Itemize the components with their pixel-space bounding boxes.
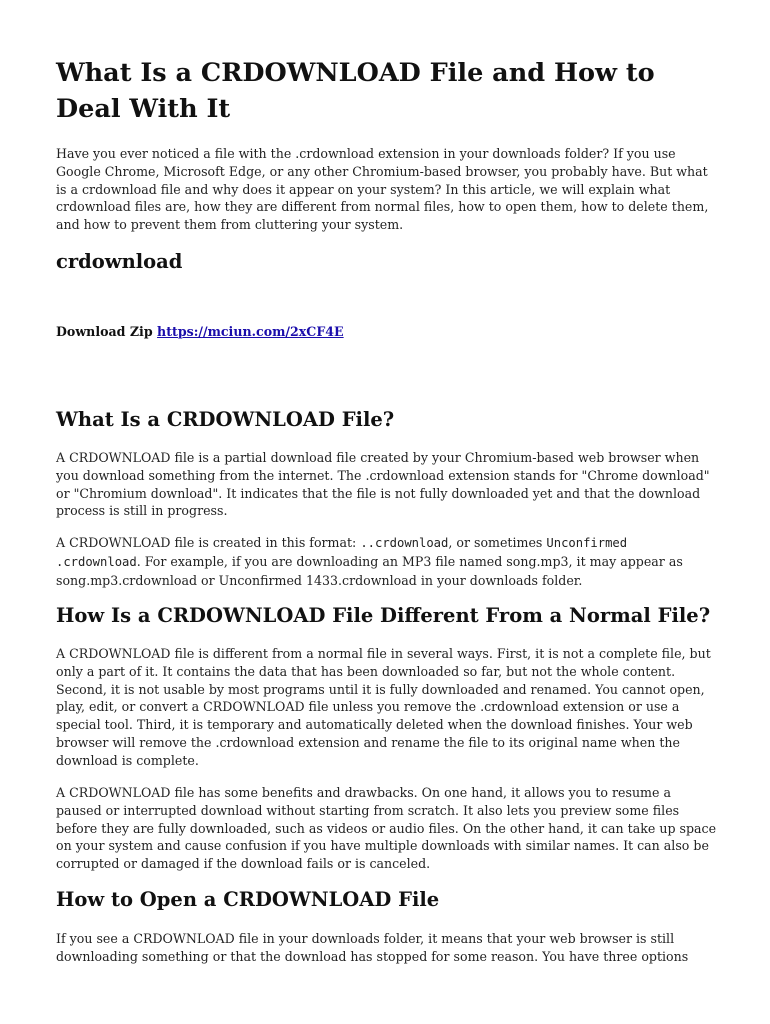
format-code-1: ..crdownload (360, 536, 449, 550)
format-code-2: Unconfirmed .crdownload (56, 536, 628, 569)
download-line (56, 323, 718, 341)
format-text-2: , or sometimes (448, 535, 547, 550)
download-label: Download Zip (56, 324, 153, 339)
keyword-heading: crdownload (56, 250, 183, 273)
section-open-paragraph-1: If you see a CRDOWNLOAD file in your downloads folder, it means that your web browser is still downloading something or that the download has stopped for some reason. You have three options (56, 931, 689, 964)
section-what-is-paragraph-1: A CRDOWNLOAD file is a partial download file created by your Chromium-based web browser when you download something from the internet. The .crdownload extension stands for "Chrome download" or "Chromium download". It indicates that the file is not fully downloaded yet and that the download process is still in progress. (56, 450, 710, 519)
section-different-paragraph-2: A CRDOWNLOAD file has some benefits and drawbacks. On one hand, it allows you to resume a paused or interrupted download without starting from scratch. It also lets you preview some files before they are fully downloaded, such as videos or audio files. On the other hand, it can take up space on your system and cause confusion if you have multiple downloads with similar names. It can also be corrupted or damaged if the download fails or is canceled. (56, 785, 717, 872)
format-text-1: A CRDOWNLOAD file is created in this format: (56, 535, 361, 550)
section-what-is-paragraph-2 (56, 534, 718, 589)
section-heading-different: How Is a CRDOWNLOAD File Different From a Normal File? (56, 604, 711, 627)
download-link[interactable]: https://mciun.com/2xCF4E (157, 324, 344, 339)
section-heading-open: How to Open a CRDOWNLOAD File (56, 888, 440, 911)
format-text-3: . For example, if you are downloading an MP3 file named song.mp3, it may appear as song.mp3.crdownload or Unconfirmed 1433.crdownload in your downloads folder. (56, 553, 683, 588)
intro-paragraph: Have you ever noticed a file with the .crdownload extension in your downloads folder? If you use Google Chrome, Microsoft Edge, or any other Chromium-based browser, you probably have. But what is a crdownload file and why does it appear on your system? In this article, we will explain what crdownload files are, how they are different from normal files, how to open them, how to delete them, and how to prevent them from cluttering your system. (56, 146, 709, 233)
article-title: What Is a CRDOWNLOAD File and How to Deal With It (56, 58, 655, 124)
section-heading-what-is: What Is a CRDOWNLOAD File? (56, 408, 395, 431)
section-different-paragraph-1: A CRDOWNLOAD file is different from a normal file in several ways. First, it is not a complete file, but only a part of it. It contains the data that has been downloaded so far, but not the whole content. Second, it is not usable by most programs until it is fully downloaded and renamed. You cannot open, play, edit, or convert a CRDOWNLOAD file unless you remove the .crdownload extension or use a special tool. Third, it is temporary and automatically deleted when the download finishes. Your web browser will remove the .crdownload extension and rename the file to its original name when the download is complete. (56, 646, 711, 768)
